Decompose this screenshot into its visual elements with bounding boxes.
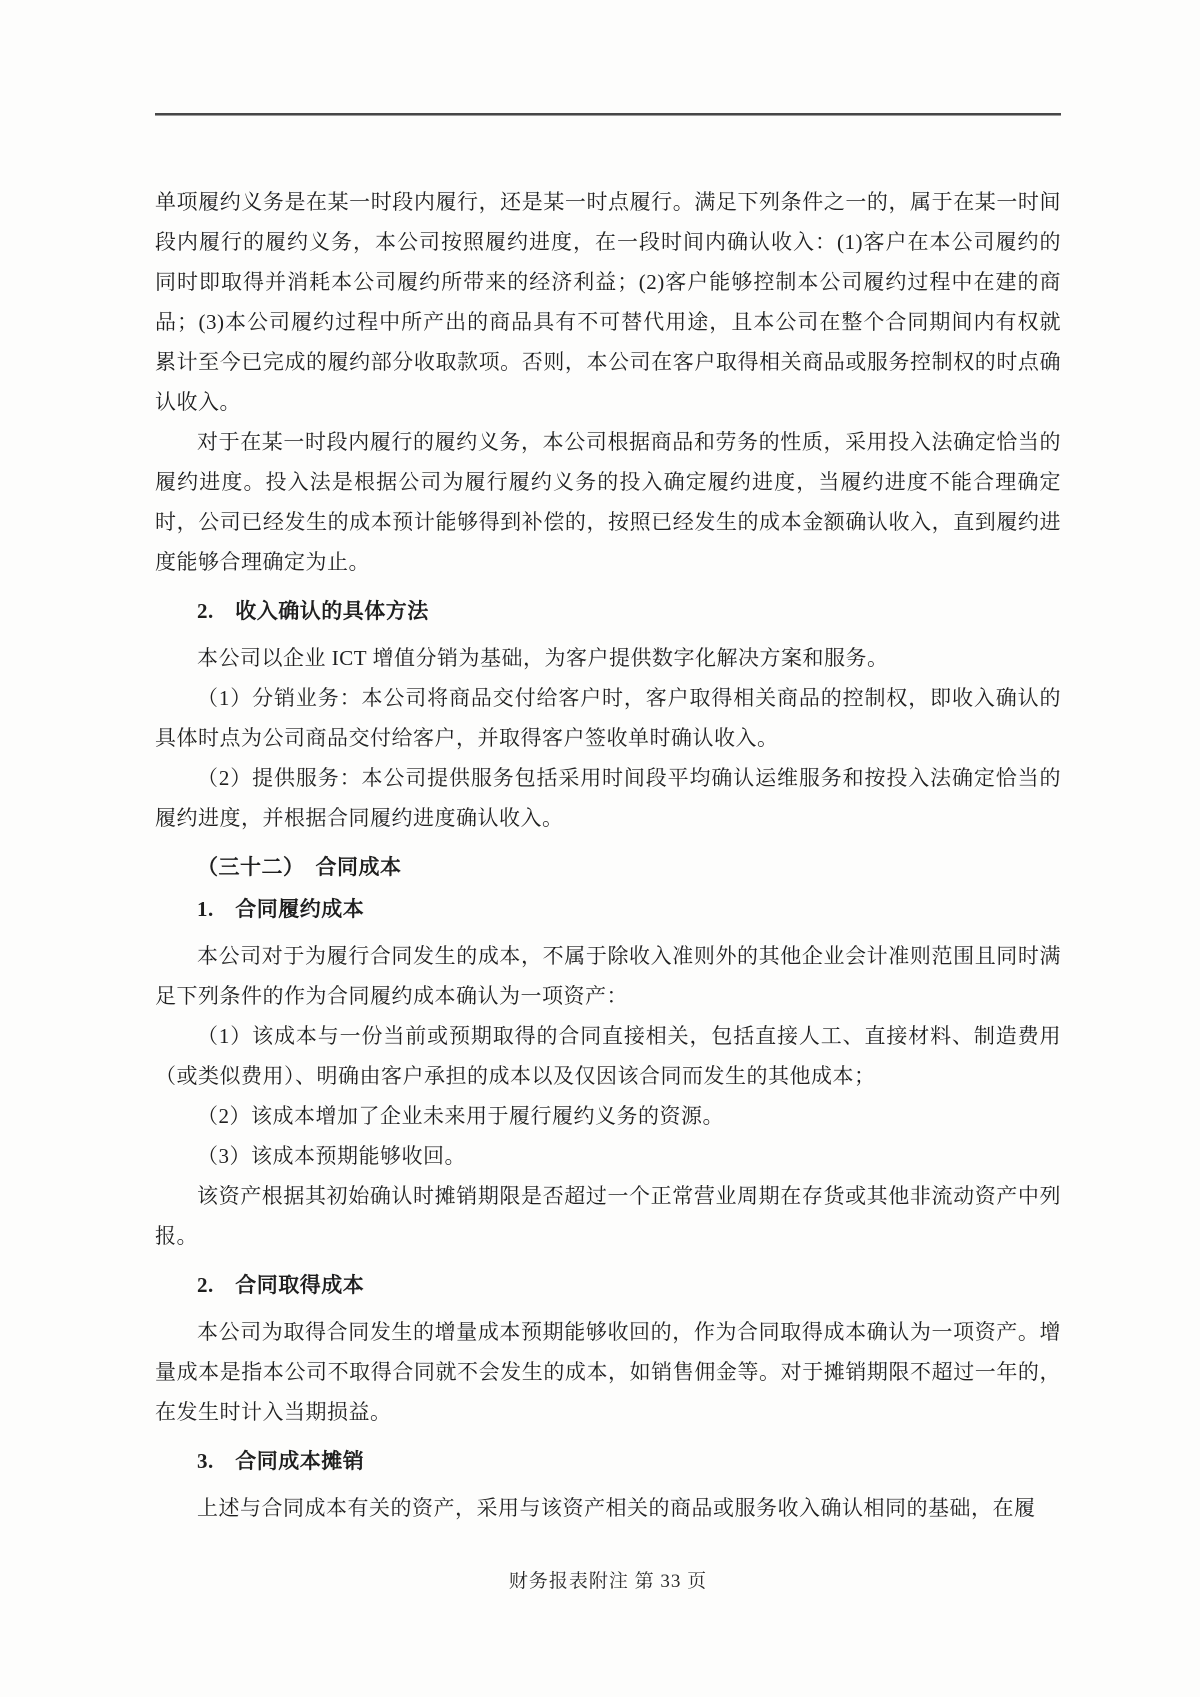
paragraph: 上述与合同成本有关的资产，采用与该资产相关的商品或服务收入确认相同的基础，在履 (197, 1496, 1036, 1520)
section-heading: 2. 收入确认的具体方法 (197, 599, 429, 623)
page-footer (155, 1566, 1061, 1593)
paragraph: （3）该成本预期能够收回。 (197, 1144, 466, 1168)
header-rule (155, 113, 1061, 116)
paragraph: 本公司以企业 ICT 增值分销为基础，为客户提供数字化解决方案和服务。 (197, 646, 889, 670)
paragraph: （1）该成本与一份当前或预期取得的合同直接相关，包括直接人工、直接材料、制造费用（或类似费用）、明确由客户承担的成本以及仅因该合同而发生的其他成本； (155, 1024, 1061, 1088)
paragraph: （1）分销业务：本公司将商品交付给客户时，客户取得相关商品的控制权，即收入确认的具体时点为公司商品交付给客户，并取得客户签收单时确认收入。 (155, 686, 1061, 750)
paragraph: （2）该成本增加了企业未来用于履行履约义务的资源。 (197, 1104, 724, 1128)
paragraph: 对于在某一时段内履行的履约义务，本公司根据商品和劳务的性质，采用投入法确定恰当的履约进度。投入法是根据公司为履行履约义务的投入确定履约进度，当履约进度不能合理确定时，公司已经发生的成本预计能够得到补偿的，按照已经发生的成本金额确认收入，直到履约进度能够合理确定为止。 (155, 430, 1061, 574)
document-body (155, 182, 1061, 1528)
section-heading: 1. 合同履约成本 (197, 897, 365, 921)
paragraph: 本公司为取得合同发生的增量成本预期能够收回的，作为合同取得成本确认为一项资产。增量成本是指本公司不取得合同就不会发生的成本，如销售佣金等。对于摊销期限不超过一年的，在发生时计入当期损益。 (155, 1320, 1061, 1424)
paragraph: 本公司对于为履行合同发生的成本，不属于除收入准则外的其他企业会计准则范围且同时满足下列条件的作为合同履约成本确认为一项资产： (155, 944, 1061, 1008)
paragraph: 单项履约义务是在某一时段内履行，还是某一时点履行。满足下列条件之一的，属于在某一时间段内履行的履约义务，本公司按照履约进度，在一段时间内确认收入：(1)客户在本公司履约的同时即取得并消耗本公司履约所带来的经济利益；(2)客户能够控制本公司履约过程中在建的商品；(3)本公司履约过程中所产出的商品具有不可替代用途，且本公司在整个合同期间内有权就累计至今已完成的履约部分收取款项。否则，本公司在客户取得相关商品或服务控制权的时点确认收入。 (155, 190, 1061, 414)
section-heading: 3. 合同成本摊销 (197, 1449, 365, 1473)
section-heading: 2. 合同取得成本 (197, 1273, 365, 1297)
paragraph: 该资产根据其初始确认时摊销期限是否超过一个正常营业周期在存货或其他非流动资产中列报。 (155, 1184, 1061, 1248)
paragraph: （2）提供服务：本公司提供服务包括采用时间段平均确认运维服务和按投入法确定恰当的履约进度，并根据合同履约进度确认收入。 (155, 766, 1061, 830)
footer-page-label: 财务报表附注 第 33 页 (508, 1571, 708, 1592)
section-heading: （三十二） 合同成本 (197, 855, 402, 879)
